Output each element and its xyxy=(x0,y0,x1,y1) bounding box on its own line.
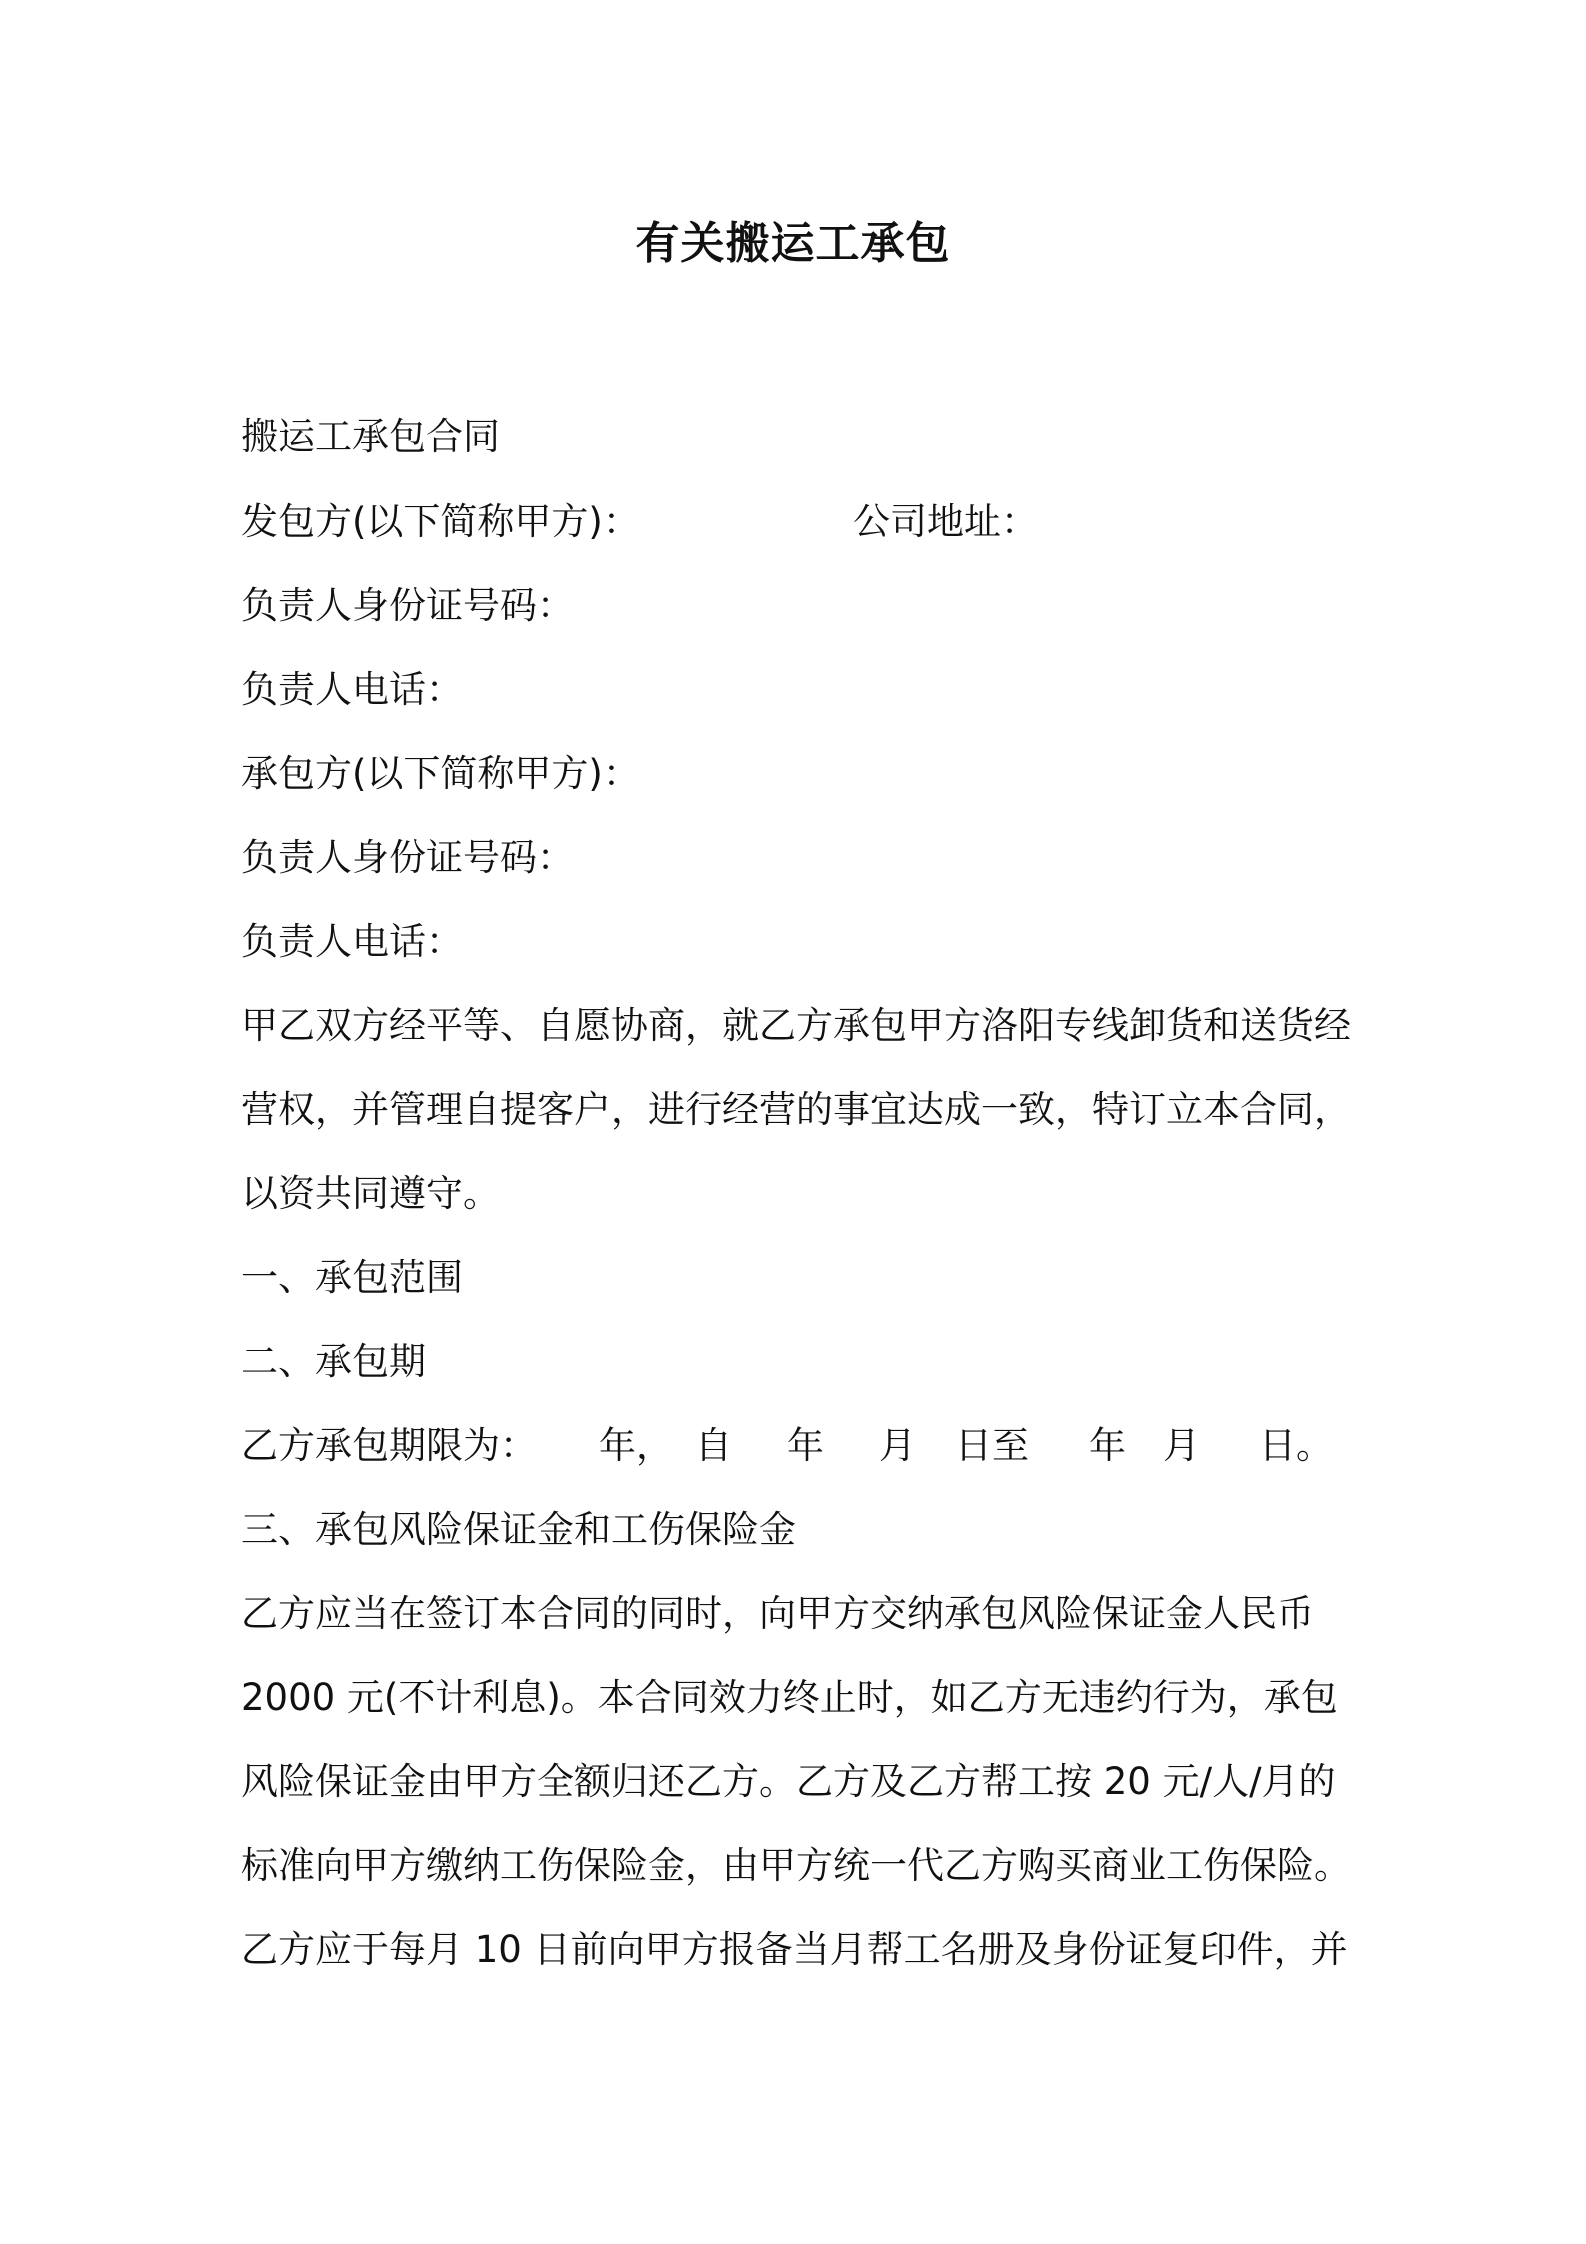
party-b-label: 承包方(以下简称甲方)： xyxy=(241,752,640,795)
term-month-2: 月 xyxy=(1163,1424,1200,1467)
document-title: 有关搬运工承包 xyxy=(635,218,951,269)
party-a-label: 发包方(以下简称甲方)： xyxy=(241,500,640,543)
deposit-line-2: 2000 元(不计利息)。本合同效力终止时，如乙方无违约行为，承包 xyxy=(241,1676,1338,1719)
intro-line-1: 甲乙双方经平等、自愿协商，就乙方承包甲方洛阳专线卸货和送货经 xyxy=(241,1004,1351,1047)
term-day-end: 日。 xyxy=(1259,1424,1333,1467)
deposit-line-3: 风险保证金由甲方全额归还乙方。乙方及乙方帮工按 20 元/人/月的 xyxy=(241,1760,1336,1803)
party-b-phone-label: 负责人电话： xyxy=(241,920,463,963)
term-from: 自 xyxy=(695,1424,732,1467)
section-heading-deposit: 三、承包风险保证金和工伤保险金 xyxy=(241,1508,796,1551)
party-b-id-label: 负责人身份证号码： xyxy=(241,836,574,879)
intro-line-3: 以资共同遵守。 xyxy=(241,1172,500,1215)
deposit-line-1: 乙方应当在签订本合同的同时，向甲方交纳承包风险保证金人民币 xyxy=(241,1592,1314,1635)
term-day-to: 日至 xyxy=(955,1424,1029,1467)
section-heading-term: 二、承包期 xyxy=(241,1340,426,1383)
term-year-3: 年 xyxy=(1089,1424,1126,1467)
company-address-label: 公司地址： xyxy=(853,500,1038,543)
term-year-1: 年， xyxy=(599,1424,673,1467)
term-month-1: 月 xyxy=(879,1424,916,1467)
deposit-line-5: 乙方应于每月 10 日前向甲方报备当月帮工名册及身份证复印件，并 xyxy=(241,1928,1348,1971)
contract-name: 搬运工承包合同 xyxy=(241,415,500,458)
section-heading-scope: 一、承包范围 xyxy=(241,1256,463,1299)
party-a-id-label: 负责人身份证号码： xyxy=(241,584,574,627)
deposit-line-4: 标准向甲方缴纳工伤保险金，由甲方统一代乙方购买商业工伤保险。 xyxy=(241,1844,1351,1887)
term-year-2: 年 xyxy=(787,1424,824,1467)
intro-line-2: 营权，并管理自提客户，进行经营的事宜达成一致，特订立本合同， xyxy=(241,1088,1351,1131)
term-label: 乙方承包期限为： xyxy=(241,1424,537,1467)
party-a-phone-label: 负责人电话： xyxy=(241,668,463,711)
